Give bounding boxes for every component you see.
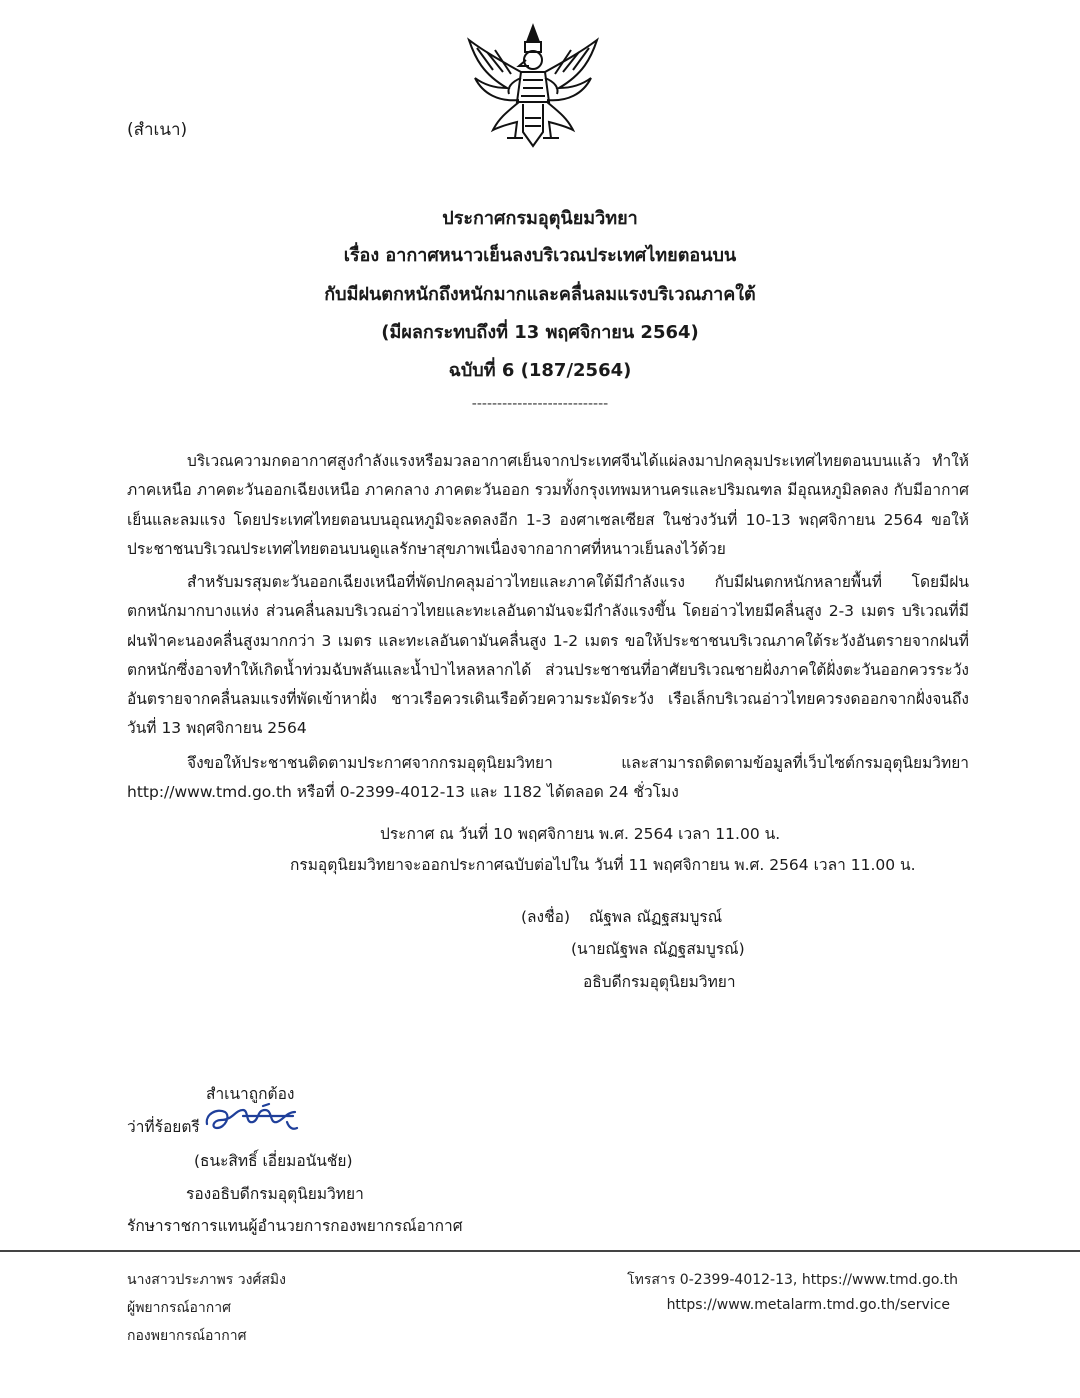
footer-forecaster-title: ผู้พยากรณ์อากาศ [127,1300,231,1316]
sign-name: ณัฐพล ณัฏฐสมบูรณ์ [589,908,723,926]
footer-service-link[interactable]: https://www.metalarm.tmd.go.th/service [666,1297,950,1313]
body-paragraph-3: จึงขอให้ประชาชนติดตามประกาศจากกรมอุตุนิยมวิทยา และสามารถติดตามข้อมูลที่เว็บไซต์กรมอุตุนิยมวิทยา http://www.tmd.go.th หรือที่ 0-2399-4012-13 และ 1182 ได้ตลอด 24 ชั่วโมง [127,754,969,802]
certified-copy-label: สำเนาถูกต้อง [206,1085,295,1103]
certifier-acting-position: รักษาราชการแทนผู้อำนวยการกองพยากรณ์อากาศ [127,1217,463,1235]
copy-mark: (สำเนา) [127,120,188,140]
next-issue-notice: กรมอุตุนิยมวิทยาจะออกประกาศฉบับต่อไปใน วันที่ 11 พฤศจิกายน พ.ศ. 2564 เวลา 11.00 น. [290,856,916,874]
certifier-name: (ธนะสิทธิ์ เอี่ยมอนันชัย) [194,1152,353,1170]
title-separator: --------------------------- [471,396,609,412]
subject-line: เรื่อง อากาศหนาวเย็นลงบริเวณประเทศไทยตอนบน [343,245,737,266]
signatory-full-name: (นายณัฐพล ณัฏฐสมบูรณ์) [571,940,745,958]
footer-divider [0,1250,1080,1252]
signatory-position: อธิบดีกรมอุตุนิยมวิทยา [583,973,736,991]
issue-number: ฉบับที่ 6 (187/2564) [448,360,632,381]
announcement-title: ประกาศกรมอุตุนิยมวิทยา [442,208,638,229]
footer-forecaster-name: นางสาวประภาพร วงศ์สมิง [127,1272,286,1288]
footer-division: กองพยากรณ์อากาศ [127,1328,247,1344]
effect-period: (มีผลกระทบถึงที่ 13 พฤศจิกายน 2564) [381,322,699,343]
subject-line-2: กับมีฝนตกหนักถึงหนักมากและคลื่นลมแรงบริเวณภาคใต้ [324,284,756,305]
handwritten-signature-icon [203,1102,299,1138]
sign-label: (ลงชื่อ) [521,908,570,926]
garuda-emblem-icon [463,22,603,152]
certifier-rank: ว่าที่ร้อยตรี [127,1118,200,1136]
body-paragraph-2: สำหรับมรสุมตะวันออกเฉียงเหนือที่พัดปกคลุมอ่าวไทยและภาคใต้มีกำลังแรง กับมีฝนตกหนักหลายพื้นที่ โดยมีฝนตกหนักมากบางแห่ง ส่วนคลื่นลมบริเวณอ่าวไทยและทะเลอันดามันจะมีกำลังแรงขึ้น โดยอ่าวไทยมีคลื่นสูง 2-3 เมตร บริเวณที่มีฝนฟ้าคะนองคลื่นสูงมากกว่า 3 เมตร และทะเลอันดามันคลื่นสูง 1-2 เมตร ขอให้ประชาชนบริเวณภาคใต้ระวังอันตรายจากฝนที่ตกหนักซึ่งอาจทำให้เกิดน้ำท่วมฉับพลันและน้ำป่าไหลหลากได้ ส่วนประชาชนที่อาศัยบริเวณชายฝั่งภาคใต้ฝั่งตะวันออกควรระวังอันตรายจากคลื่นลมแรงที่พัดเข้าหาฝั่ง ชาวเรือควรเดินเรือด้วยความระมัดระวัง เรือเล็กบริเวณอ่าวไทยควรงดออกจากฝั่งจนถึงวันที่ 13 พฤศจิกายน 2564 [127,573,969,738]
footer-contact: โทรสาร 0-2399-4012-13, https://www.tmd.go.th [627,1272,958,1288]
certifier-position: รองอธิบดีกรมอุตุนิยมวิทยา [186,1185,364,1203]
announce-date: ประกาศ ณ วันที่ 10 พฤศจิกายน พ.ศ. 2564 เวลา 11.00 น. [380,825,781,843]
body-paragraph-1: บริเวณความกดอากาศสูงกำลังแรงหรือมวลอากาศเย็นจากประเทศจีนได้แผ่ลงมาปกคลุมประเทศไทยตอนบนแล้ว ทำให้ภาคเหนือ ภาคตะวันออกเฉียงเหนือ ภาคกลาง ภาคตะวันออก รวมทั้งกรุงเทพมหานครและปริมณฑล มีอุณหภูมิลดลง กับมีอากาศเย็นและลมแรง โดยประเทศไทยตอนบนอุณหภูมิจะลดลงอีก 1-3 องศาเซลเซียส ในช่วงวันที่ 10-13 พฤศจิกายน 2564 ขอให้ประชาชนบริเวณประเทศไทยตอนบนดูแลรักษาสุขภาพเนื่องจากอากาศที่หนาวเย็นลงไว้ด้วย [127,452,969,558]
